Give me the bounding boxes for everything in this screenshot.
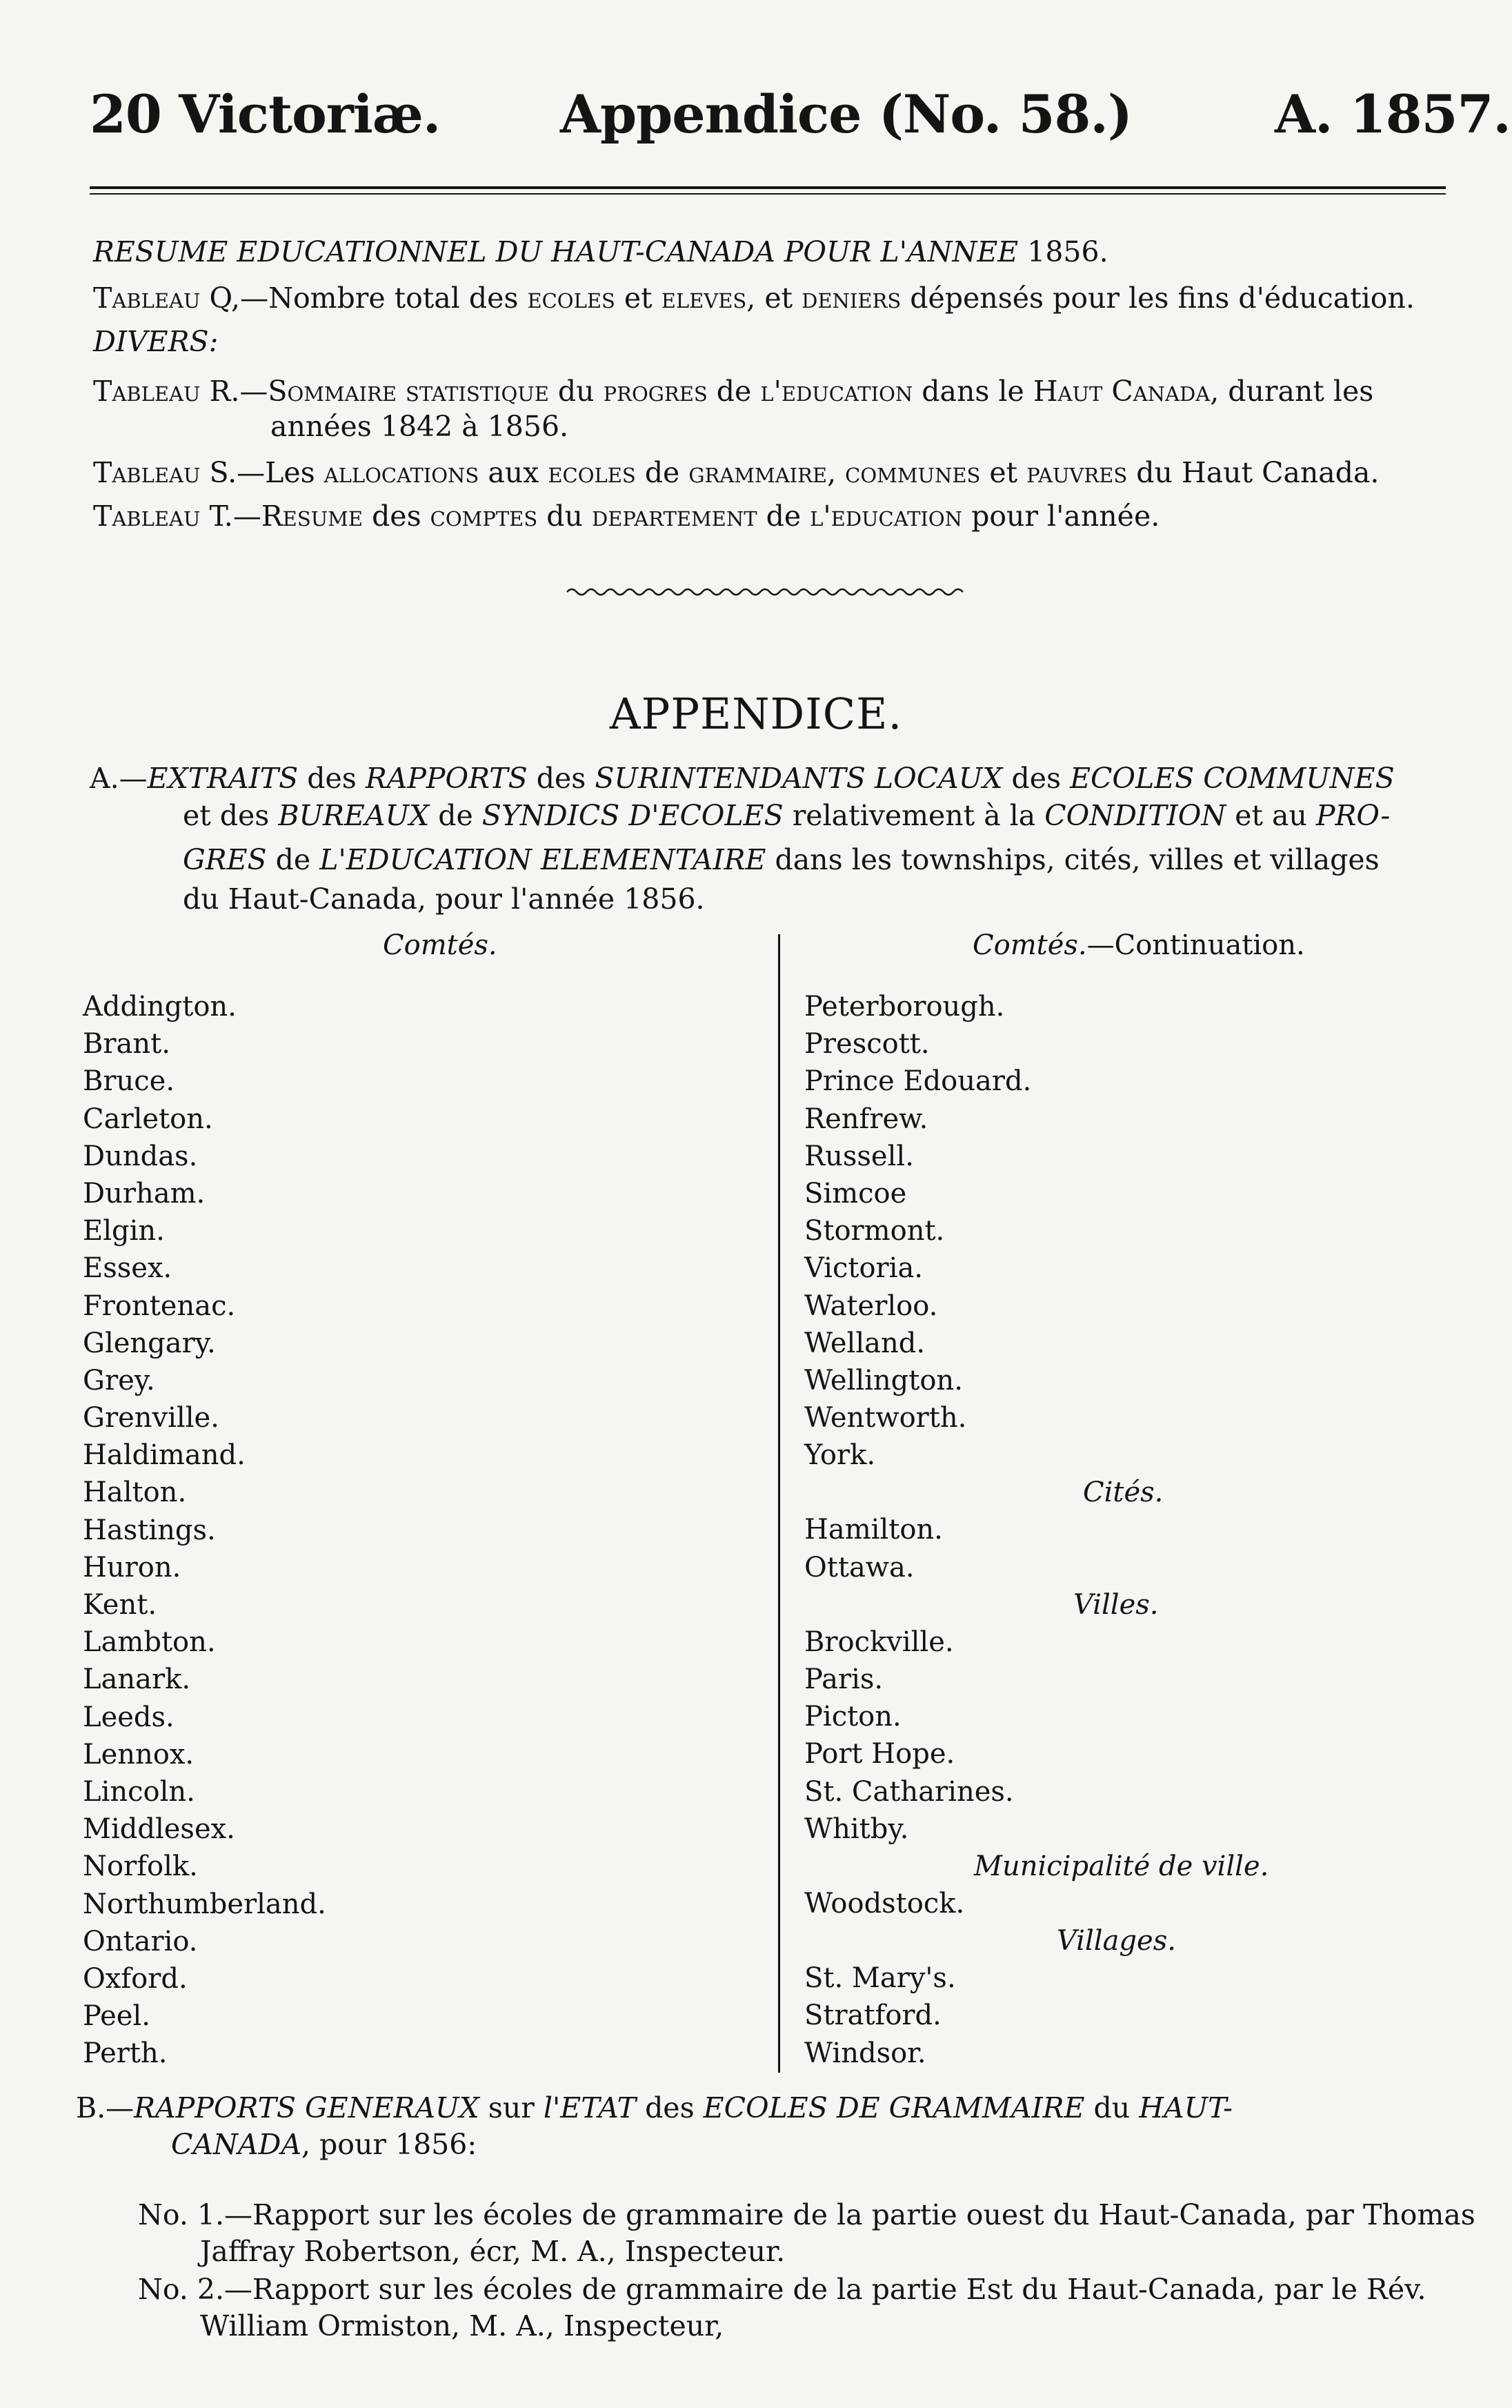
list-item: Waterloo. xyxy=(804,1290,938,1322)
list-item: Lambton. xyxy=(83,1626,216,1659)
list-item: Dundas. xyxy=(83,1140,198,1172)
list-item: Huron. xyxy=(83,1551,181,1583)
rapport-no1-line-1: No. 1.—Rapport sur les écoles de grammaire de la partie ouest du Haut-Canada, par Thomas xyxy=(138,2198,1475,2231)
appendice-title: APPENDICE. xyxy=(609,689,903,739)
list-item: Windsor. xyxy=(804,2037,926,2069)
list-item: Ottawa. xyxy=(804,1551,915,1583)
list-item: Frontenac. xyxy=(83,1290,236,1322)
list-item: Haldimand. xyxy=(83,1439,246,1472)
list-item: Renfrew. xyxy=(804,1103,928,1135)
tableau-r-cont: années 1842 à 1856. xyxy=(270,410,569,443)
comtes-continuation-list xyxy=(804,988,1269,2072)
list-item: Whitby. xyxy=(804,1813,909,1845)
section-a-line-1: A.—EXTRAITS des RAPPORTS des SURINTENDANTS LOCAUX des ECOLES COMMUNES xyxy=(90,762,1395,795)
section-a-line-3: GRES de L'EDUCATION ELEMENTAIRE dans les townships, cités, villes et villages xyxy=(183,843,1380,876)
right-column-heading: Comtés.—Continuation. xyxy=(973,929,1305,961)
list-item: Middlesex. xyxy=(83,1813,235,1846)
header-left: 20 Victoriæ. xyxy=(90,83,441,145)
list-item: Paris. xyxy=(804,1664,884,1695)
list-item: Lanark. xyxy=(83,1664,191,1696)
list-item: Brockville. xyxy=(804,1626,954,1658)
list-item: Leeds. xyxy=(83,1701,175,1733)
list-item: Lennox. xyxy=(83,1738,195,1770)
list-item: Prince Edouard. xyxy=(804,1065,1032,1098)
column-divider xyxy=(778,934,780,2073)
tableau-r: Tableau R.—Sommaire statistique du progres de l'education dans le Haut Canada, durant les xyxy=(93,375,1374,408)
list-item: Hastings. xyxy=(83,1514,216,1546)
list-item: Wentworth. xyxy=(804,1402,967,1434)
tableau-s: Tableau S.—Les allocations aux ecoles de grammaire, communes et pauvres du Haut Canada. xyxy=(93,456,1380,489)
list-item: St. Catharines. xyxy=(804,1775,1014,1808)
list-item: Victoria. xyxy=(804,1252,924,1285)
section-b-line-2: CANADA, pour 1856: xyxy=(171,2128,477,2161)
list-item: Carleton. xyxy=(83,1103,213,1135)
tableau-q: Tableau Q,—Nombre total des ecoles et eleves, et deniers dépensés pour les fins d'éducation. xyxy=(93,282,1415,315)
list-item: Lincoln. xyxy=(83,1775,195,1808)
list-item: Wellington. xyxy=(804,1364,963,1397)
list-item: Durham. xyxy=(83,1177,206,1210)
list-item: York. xyxy=(804,1439,876,1472)
list-item: St. Mary's. xyxy=(804,1962,956,1995)
list-item: Halton. xyxy=(83,1477,187,1509)
villages-heading: Villages. xyxy=(1057,1925,1176,1957)
tableau-t: Tableau T.—Resume des comptes du departement de l'education pour l'année. xyxy=(93,500,1160,533)
list-item: Grenville. xyxy=(83,1402,219,1434)
list-item: Peel. xyxy=(83,2000,150,2033)
list-item: Stormont. xyxy=(804,1215,945,1247)
list-item: Grey. xyxy=(83,1364,155,1397)
list-item: Norfolk. xyxy=(83,1851,198,1883)
list-item: Picton. xyxy=(804,1701,902,1733)
list-item: Addington. xyxy=(83,991,237,1023)
list-item: Oxford. xyxy=(83,1962,188,1995)
section-a-line-4: du Haut-Canada, pour l'année 1856. xyxy=(183,882,705,916)
list-item: Elgin. xyxy=(83,1215,165,1247)
rapport-no2-line-1: No. 2.—Rapport sur les écoles de grammaire de la partie Est du Haut-Canada, par le Rév. xyxy=(138,2273,1426,2306)
rapport-no1-line-2: Jaffray Robertson, écr, M. A., Inspecteur. xyxy=(200,2235,786,2268)
municipalite-heading: Municipalité de ville. xyxy=(974,1850,1269,1882)
list-item: Welland. xyxy=(804,1327,926,1359)
list-item: Port Hope. xyxy=(804,1738,955,1770)
list-item: Perth. xyxy=(83,2037,168,2070)
resume-title: RESUME EDUCATIONNEL DU HAUT-CANADA POUR L'ANNEE 1856. xyxy=(93,235,1108,268)
list-item: Glengary. xyxy=(83,1327,216,1359)
list-item: Kent. xyxy=(83,1589,157,1621)
ornamental-divider xyxy=(566,585,968,599)
header-rule-bottom xyxy=(90,193,1446,195)
list-item: Essex. xyxy=(83,1252,172,1285)
list-item: Woodstock. xyxy=(804,1887,965,1920)
list-item: Brant. xyxy=(83,1028,170,1060)
divers-heading: DIVERS: xyxy=(93,325,219,358)
list-item: Ontario. xyxy=(83,1925,198,1957)
list-item: Prescott. xyxy=(804,1028,930,1060)
villes-heading: Villes. xyxy=(1073,1588,1159,1621)
header-right: A. 1857. xyxy=(1275,83,1511,145)
header-rule-top xyxy=(90,186,1446,189)
list-item: Northumberland. xyxy=(83,1888,326,1920)
list-item: Hamilton. xyxy=(804,1514,943,1546)
section-b-line-1: B.—RAPPORTS GENERAUX sur l'ETAT des ECOLES DE GRAMMAIRE du HAUT- xyxy=(76,2091,1233,2124)
list-item: Peterborough. xyxy=(804,991,1005,1023)
section-a-line-2: et des BUREAUX de SYNDICS D'ECOLES relativement à la CONDITION et au PRO- xyxy=(183,799,1391,832)
list-item: Stratford. xyxy=(804,2000,942,2032)
cites-heading: Cités. xyxy=(1083,1477,1164,1509)
list-item: Russell. xyxy=(804,1140,914,1172)
left-column-heading: Comtés. xyxy=(383,929,497,961)
rapport-no2-line-2: William Ormiston, M. A., Inspecteur, xyxy=(200,2309,724,2342)
list-item: Bruce. xyxy=(83,1065,175,1098)
header-center: Appendice (No. 58.) xyxy=(560,83,1132,145)
list-item: Simcoe xyxy=(804,1177,907,1210)
comtes-list xyxy=(83,988,326,2072)
